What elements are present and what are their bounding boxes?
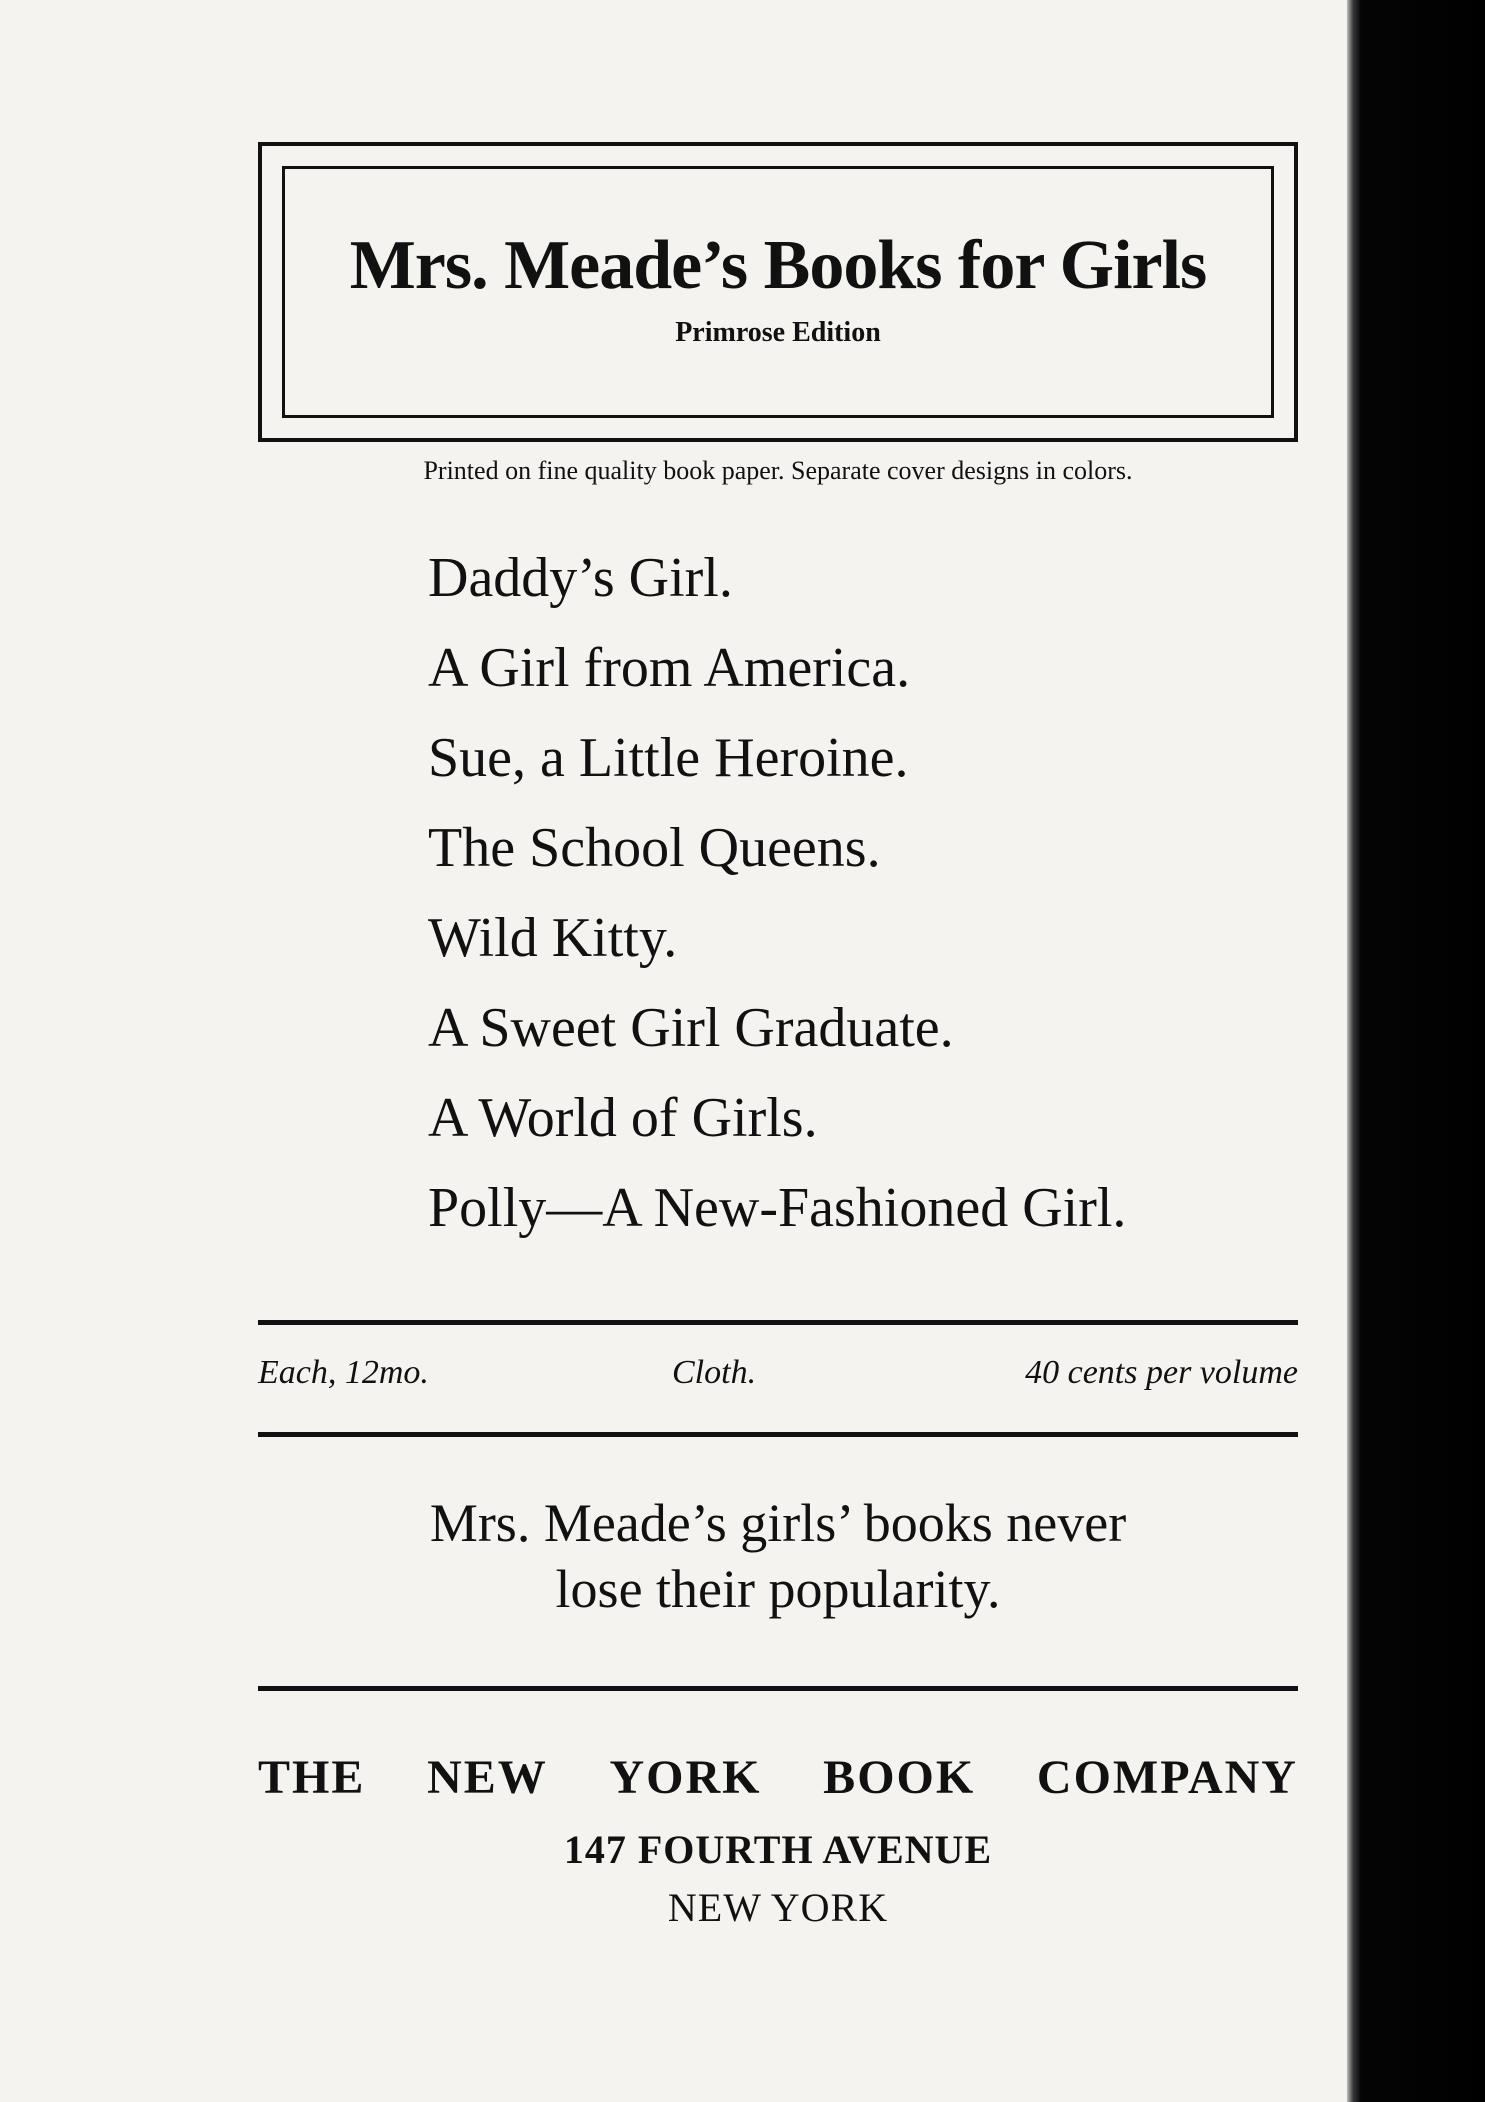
title-inner-frame — [282, 166, 1274, 418]
page-title: Mrs. Meade’s Books for Girls — [349, 227, 1207, 304]
divider-bottom — [258, 1686, 1298, 1691]
publisher-address: 147 FOURTH AVENUE — [563, 1827, 993, 1872]
title-frame — [258, 142, 1298, 442]
book-title: Wild Kitty. — [428, 907, 678, 969]
book-title: A Sweet Girl Graduate. — [428, 997, 954, 1059]
binding-detail: Cloth. — [672, 1354, 757, 1391]
publisher-word: NEW — [427, 1751, 548, 1804]
printing-note: Printed on fine quality book paper. Separate cover designs in colors. — [423, 456, 1133, 485]
book-title: Polly—A New-Fashioned Girl. — [428, 1177, 1127, 1239]
book-title: A World of Girls. — [428, 1087, 818, 1149]
price-detail: 40 cents per volume — [1025, 1354, 1298, 1391]
edition-subtitle: Primrose Edition — [675, 317, 881, 348]
divider-top — [258, 1320, 1298, 1325]
format-detail: Each, 12mo. — [258, 1354, 429, 1391]
book-list — [428, 548, 1126, 1268]
book-title: Daddy’s Girl. — [428, 547, 733, 609]
publisher-word: BOOK — [823, 1751, 976, 1804]
publisher-word: COMPANY — [1036, 1751, 1298, 1804]
publisher-word: THE — [258, 1751, 366, 1804]
tagline-line-2: lose their popularity. — [555, 1559, 1001, 1619]
tagline-line-1: Mrs. Meade’s girls’ books never — [429, 1493, 1127, 1553]
tagline — [258, 1490, 1298, 1622]
publisher-word: YORK — [609, 1751, 762, 1804]
publisher-city: NEW YORK — [667, 1885, 889, 1930]
divider-middle — [258, 1432, 1298, 1437]
book-title: Sue, a Little Heroine. — [428, 727, 909, 789]
book-spine-edge — [1347, 0, 1485, 2102]
publisher-name — [258, 1751, 1298, 1804]
book-title: A Girl from America. — [428, 637, 911, 699]
book-title: The School Queens. — [428, 817, 881, 879]
